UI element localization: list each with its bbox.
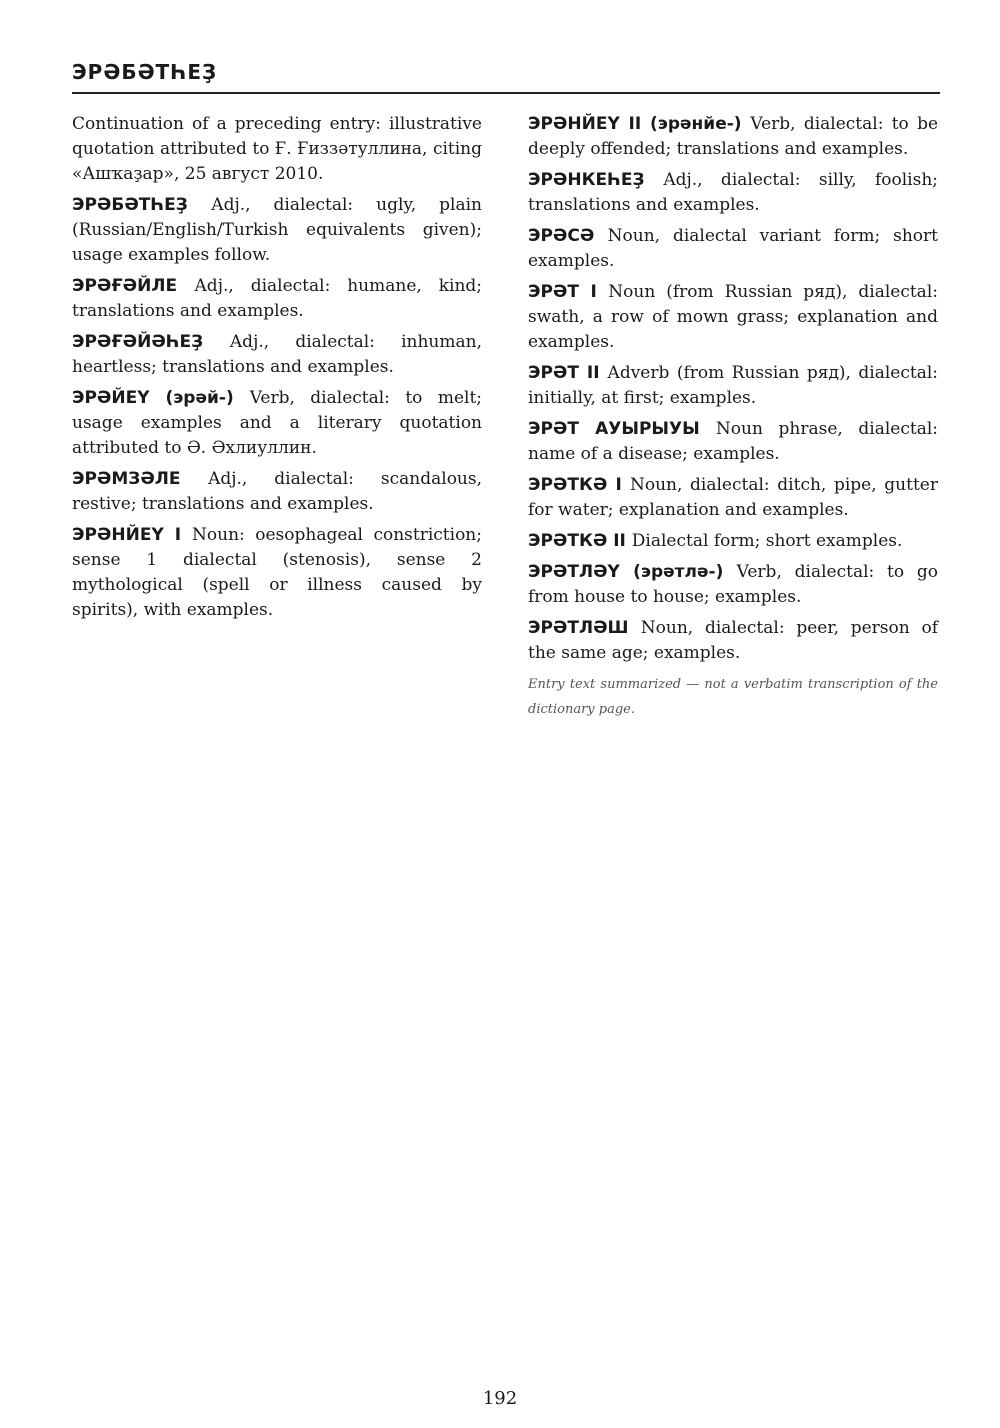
entry-summary: Noun, dialectal: peer, person of the same age; examples. [528, 618, 938, 663]
entry-headword: ЭРӘҒӘЙӘҺЕҘ [72, 332, 230, 352]
entry-headword: ЭРӘНЙЕҮ I [72, 525, 193, 545]
summary-notice: Entry text summarized — not a verbatim transcription of the dictionary page. [528, 677, 938, 717]
entry-headword: ЭРӘТЛӘҮ (эрәтлә-) [528, 562, 737, 582]
entry-summary: Noun: oesophageal constriction; sense 1 dialectal (stenosis), sense 2 mythological (spell or illness caused by spirits), with examples. [72, 525, 482, 620]
header-rule [72, 92, 940, 94]
dictionary-entry [528, 417, 938, 467]
entry-headword: ЭРӘҒӘЙЛЕ [72, 276, 195, 296]
dictionary-entry [72, 330, 482, 380]
dictionary-entry [528, 168, 938, 218]
dictionary-entry [528, 560, 938, 610]
left-column [72, 112, 482, 629]
entry-summary: Noun (from Russian ряд), dialectal: swath, a row of mown grass; explanation and examples. [528, 282, 938, 352]
entry-headword: ЭРӘТ I [528, 282, 609, 302]
entry-summary: Noun, dialectal variant form; short examples. [528, 226, 938, 271]
dictionary-entry [72, 112, 482, 187]
entry-summary: Noun phrase, dialectal: name of a disease; examples. [528, 419, 938, 464]
dictionary-entry [528, 224, 938, 274]
dictionary-entry [72, 386, 482, 461]
dictionary-entry [528, 473, 938, 523]
dictionary-entry [528, 529, 938, 554]
entry-summary: Dialectal form; short examples. [631, 531, 903, 551]
entry-headword: ЭРӘНКЕҺЕҘ [528, 170, 664, 190]
entry-headword: ЭРӘНЙЕҮ II (эрәнйе-) [528, 114, 751, 134]
dictionary-entry [72, 467, 482, 517]
right-column [528, 112, 938, 722]
entry-headword: ЭРӘЙЕҮ (эрәй-) [72, 388, 250, 408]
page-number: 192 [482, 1388, 518, 1409]
dictionary-entry [72, 193, 482, 268]
entry-summary: Continuation of a preceding entry: illustrative quotation attributed to Ғ. Ғиззәтуллина, citing «Ашҡаҙар», 25 август 2010. [72, 114, 482, 184]
dictionary-entry [72, 274, 482, 324]
entry-summary: Verb, dialectal: to be deeply offended; translations and examples. [528, 114, 939, 159]
entry-summary: Verb, dialectal: to melt; usage examples and a literary quotation attributed to Ә. Әхлиуллин. [72, 388, 483, 458]
entry-summary: Adj., dialectal: ugly, plain (Russian/English/Turkish equivalents given); usage examples follow. [72, 195, 482, 265]
dictionary-entry [528, 616, 938, 666]
entry-summary: Adj., dialectal: humane, kind; translations and examples. [72, 276, 483, 321]
dictionary-entry [72, 523, 482, 623]
entry-summary: Adj., dialectal: silly, foolish; translations and examples. [528, 170, 939, 215]
entry-summary: Adverb (from Russian ряд), dialectal: initially, at first; examples. [528, 363, 938, 408]
entry-headword: ЭРӘТКӘ I [528, 475, 630, 495]
entry-summary: Adj., dialectal: inhuman, heartless; translations and examples. [72, 332, 482, 377]
running-head: ЭРӘБӘТҺЕҘ [72, 60, 218, 84]
dictionary-entry [528, 112, 938, 162]
entry-headword: ЭРӘМЗӘЛЕ [72, 469, 209, 489]
entry-headword: ЭРӘБӘТҺЕҘ [72, 195, 212, 215]
dictionary-entry [528, 280, 938, 355]
entry-headword: ЭРӘТЛӘШ [528, 618, 641, 638]
entry-summary: Noun, dialectal: ditch, pipe, gutter for water; explanation and examples. [528, 475, 938, 520]
entry-summary: Adj., dialectal: scandalous, restive; translations and examples. [72, 469, 483, 514]
entry-summary: Verb, dialectal: to go from house to house; examples. [528, 562, 938, 607]
dictionary-entry [528, 361, 938, 411]
entry-headword: ЭРӘТКӘ II [528, 531, 632, 551]
entry-headword: ЭРӘТ II [528, 363, 608, 383]
entry-headword: ЭРӘТ АУЫРЫУЫ [528, 419, 716, 439]
entry-headword: ЭРӘСӘ [528, 226, 608, 246]
